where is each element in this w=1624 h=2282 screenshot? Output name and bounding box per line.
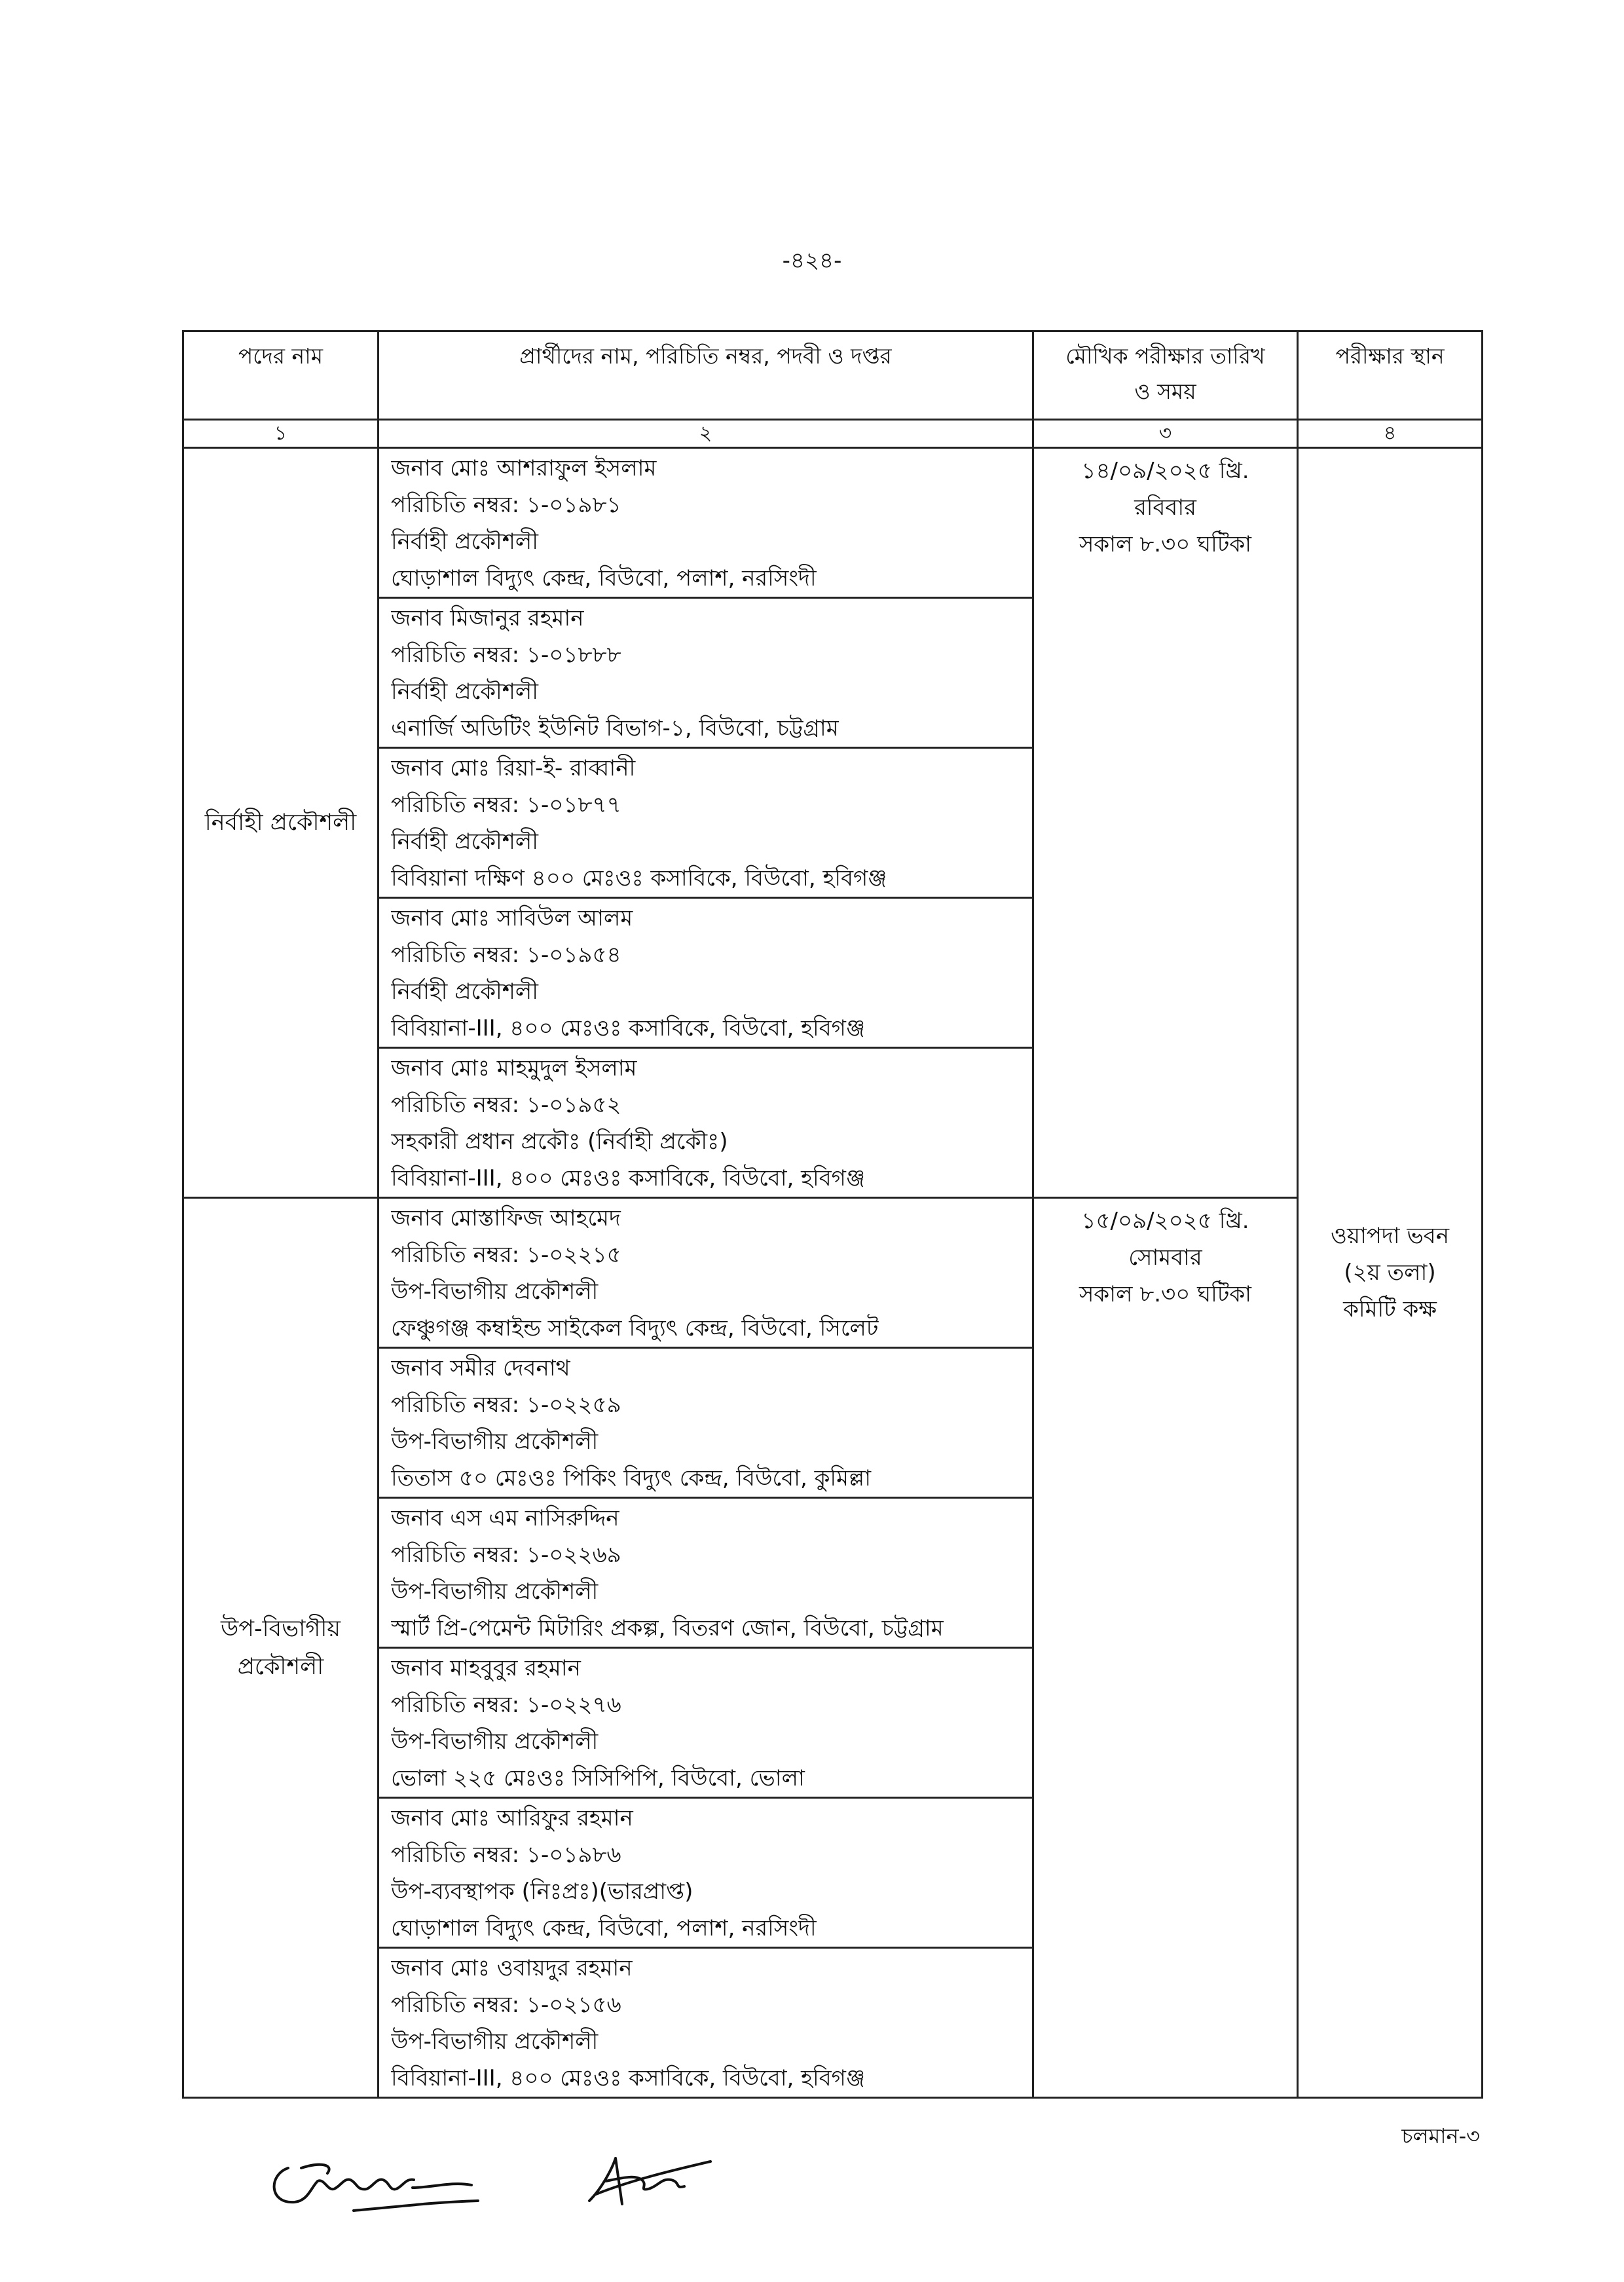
candidate-designation: নির্বাহী প্রকৌশলী: [391, 979, 538, 1005]
header-venue: পরীক্ষার স্থান: [1298, 331, 1483, 420]
interview-day: রবিবার: [1134, 495, 1196, 521]
candidate-office: স্মার্ট প্রি-পেমেন্ট মিটারিং প্রকল্প, বিতরণ জোন, বিউবো, চট্টগ্রাম: [391, 1615, 944, 1641]
interview-date: ১৪/০৯/২০২৫ খ্রি.: [1081, 458, 1249, 484]
venue-building: ওয়াপদা ভবন: [1330, 1223, 1450, 1249]
header-post-name: পদের নাম: [183, 331, 378, 420]
candidate-name: জনাব মাহবুবুর রহমান: [391, 1655, 581, 1681]
interview-date: ১৫/০৯/২০২৫ খ্রি.: [1081, 1208, 1249, 1234]
candidate-office: বিবিয়ানা-III, ৪০০ মেঃওঃ কসাবিকে, বিউবো, হবিগঞ্জ: [391, 2065, 866, 2091]
candidate-designation: উপ-বিভাগীয় প্রকৌশলী: [391, 1729, 599, 1755]
candidate-designation: সহকারী প্রধান প্রকৌঃ (নির্বাহী প্রকৌঃ): [391, 1129, 728, 1155]
candidate-designation: নির্বাহী প্রকৌশলী: [391, 529, 538, 555]
candidate-office: তিতাস ৫০ মেঃওঃ পিকিং বিদ্যুৎ কেন্দ্র, বিউবো, কুমিল্লা: [391, 1465, 872, 1491]
candidate-id: পরিচিতি নম্বর: ১-০১৮৭৭: [391, 792, 621, 818]
candidate-name: জনাব সমীর দেবনাথ: [391, 1355, 570, 1381]
candidate-designation: নির্বাহী প্রকৌশলী: [391, 679, 538, 705]
candidate-cell: [378, 1948, 1033, 2098]
candidate-id: পরিচিতি নম্বর: ১-০২২৫৯: [391, 1392, 621, 1418]
candidate-id: পরিচিতি নম্বর: ১-০১৯৫২: [391, 1092, 621, 1118]
venue-room: কমিটি কক্ষ: [1343, 1296, 1437, 1322]
candidate-id: পরিচিতি নম্বর: ১-০২২১৫: [391, 1242, 621, 1268]
candidate-cell: [378, 1348, 1033, 1498]
candidate-office: বিবিয়ানা দক্ষিণ ৪০০ মেঃওঃ কসাবিকে, বিউবো, হবিগঞ্জ: [391, 865, 887, 891]
candidate-id: পরিচিতি নম্বর: ১-০১৯৮১: [391, 492, 621, 518]
candidate-name: জনাব মোঃ আশরাফুল ইসলাম: [391, 455, 657, 481]
candidate-office: ঘোড়াশাল বিদ্যুৎ কেন্দ্র, বিউবো, পলাশ, নরসিংদী: [391, 1915, 817, 1941]
candidate-designation: নির্বাহী প্রকৌশলী: [391, 829, 538, 855]
interview-time: সকাল ৮.৩০ ঘটিকা: [1079, 1281, 1252, 1307]
candidate-designation: উপ-ব্যবস্থাপক (নিঃপ্রঃ)(ভারপ্রাপ্ত): [391, 1879, 693, 1905]
candidate-id: পরিচিতি নম্বর: ১-০১৮৮৮: [391, 642, 621, 668]
column-number-row: [183, 420, 1483, 448]
candidate-name: জনাব মোঃ মাহমুদুল ইসলাম: [391, 1055, 637, 1081]
column-number: ৪: [1298, 420, 1483, 448]
header-candidate-info: প্রার্থীদের নাম, পরিচিতি নম্বর, পদবী ও দপ্তর: [378, 331, 1033, 420]
venue-cell: [1298, 448, 1483, 2098]
candidate-cell: [378, 898, 1033, 1048]
candidate-office: ঘোড়াশাল বিদ্যুৎ কেন্দ্র, বিউবো, পলাশ, নরসিংদী: [391, 565, 817, 591]
candidate-name: জনাব মিজানুর রহমান: [391, 605, 584, 631]
header-row: [183, 331, 1483, 420]
table-row: [183, 448, 1483, 598]
candidate-name: জনাব মোস্তাফিজ আহমেদ: [391, 1205, 621, 1231]
candidate-id: পরিচিতি নম্বর: ১-০১৯৮৬: [391, 1842, 621, 1868]
candidate-office: ভোলা ২২৫ মেঃওঃ সিসিপিপি, বিউবো, ভোলা: [391, 1765, 805, 1791]
candidate-id: পরিচিতি নম্বর: ১-০২২৭৬: [391, 1692, 621, 1718]
column-number: ২: [378, 420, 1033, 448]
candidate-name: জনাব মোঃ রিয়া-ই- রাব্বানী: [391, 755, 636, 781]
candidate-id: পরিচিতি নম্বর: ১-০১৯৫৪: [391, 942, 621, 968]
date-time-cell: [1033, 1198, 1298, 2098]
interview-time: সকাল ৮.৩০ ঘটিকা: [1079, 531, 1252, 557]
candidate-cell: [378, 1498, 1033, 1648]
column-number: ৩: [1033, 420, 1298, 448]
signature-1: [262, 2142, 485, 2214]
candidate-cell: [378, 598, 1033, 748]
candidate-designation: উপ-বিভাগীয় প্রকৌশলী: [391, 1429, 599, 1455]
page-number: -৪২৪-: [782, 248, 842, 274]
candidate-name: জনাব মোঃ আরিফুর রহমান: [391, 1805, 633, 1831]
candidate-cell: [378, 748, 1033, 898]
table-row: [183, 1198, 1483, 1348]
candidate-id: পরিচিতি নম্বর: ১-০২২৬৯: [391, 1542, 621, 1568]
continuation-note: চলমান-৩: [1401, 2123, 1480, 2148]
signature-2: [576, 2142, 720, 2214]
candidate-designation: উপ-বিভাগীয় প্রকৌশলী: [391, 1579, 599, 1605]
candidate-designation: উপ-বিভাগীয় প্রকৌশলী: [391, 1279, 599, 1305]
candidate-name: জনাব এস এম নাসিরুদ্দিন: [391, 1505, 619, 1531]
candidate-office: এনার্জি অডিটিং ইউনিট বিভাগ-১, বিউবো, চট্টগ্রাম: [391, 715, 839, 741]
candidate-office: বিবিয়ানা-III, ৪০০ মেঃওঃ কসাবিকে, বিউবো, হবিগঞ্জ: [391, 1165, 866, 1191]
venue-floor: (২য় তলা): [1344, 1260, 1436, 1286]
candidate-id: পরিচিতি নম্বর: ১-০২১৫৬: [391, 1992, 621, 2018]
header-date-time: মৌখিক পরীক্ষার তারিখ ও সময়: [1033, 331, 1298, 420]
column-number: ১: [183, 420, 378, 448]
post-name-cell: নির্বাহী প্রকৌশলী: [183, 448, 378, 1198]
candidate-office: ফেঞ্চুগঞ্জ কম্বাইন্ড সাইকেল বিদ্যুৎ কেন্দ্র, বিউবো, সিলেট: [391, 1315, 879, 1341]
candidate-name: জনাব মোঃ সাবিউল আলম: [391, 905, 633, 931]
date-time-cell: [1033, 448, 1298, 1198]
candidate-designation: উপ-বিভাগীয় প্রকৌশলী: [391, 2029, 599, 2055]
candidate-cell: [378, 448, 1033, 598]
candidate-cell: [378, 1198, 1033, 1348]
interview-schedule-table: [182, 330, 1483, 2099]
interview-day: সোমবার: [1128, 1244, 1202, 1271]
post-name-cell: উপ-বিভাগীয় প্রকৌশলী: [183, 1198, 378, 2098]
candidate-office: বিবিয়ানা-III, ৪০০ মেঃওঃ কসাবিকে, বিউবো, হবিগঞ্জ: [391, 1015, 866, 1041]
candidate-cell: [378, 1648, 1033, 1798]
candidate-cell: [378, 1048, 1033, 1198]
candidate-cell: [378, 1798, 1033, 1948]
candidate-name: জনাব মোঃ ওবায়দুর রহমান: [391, 1955, 633, 1981]
